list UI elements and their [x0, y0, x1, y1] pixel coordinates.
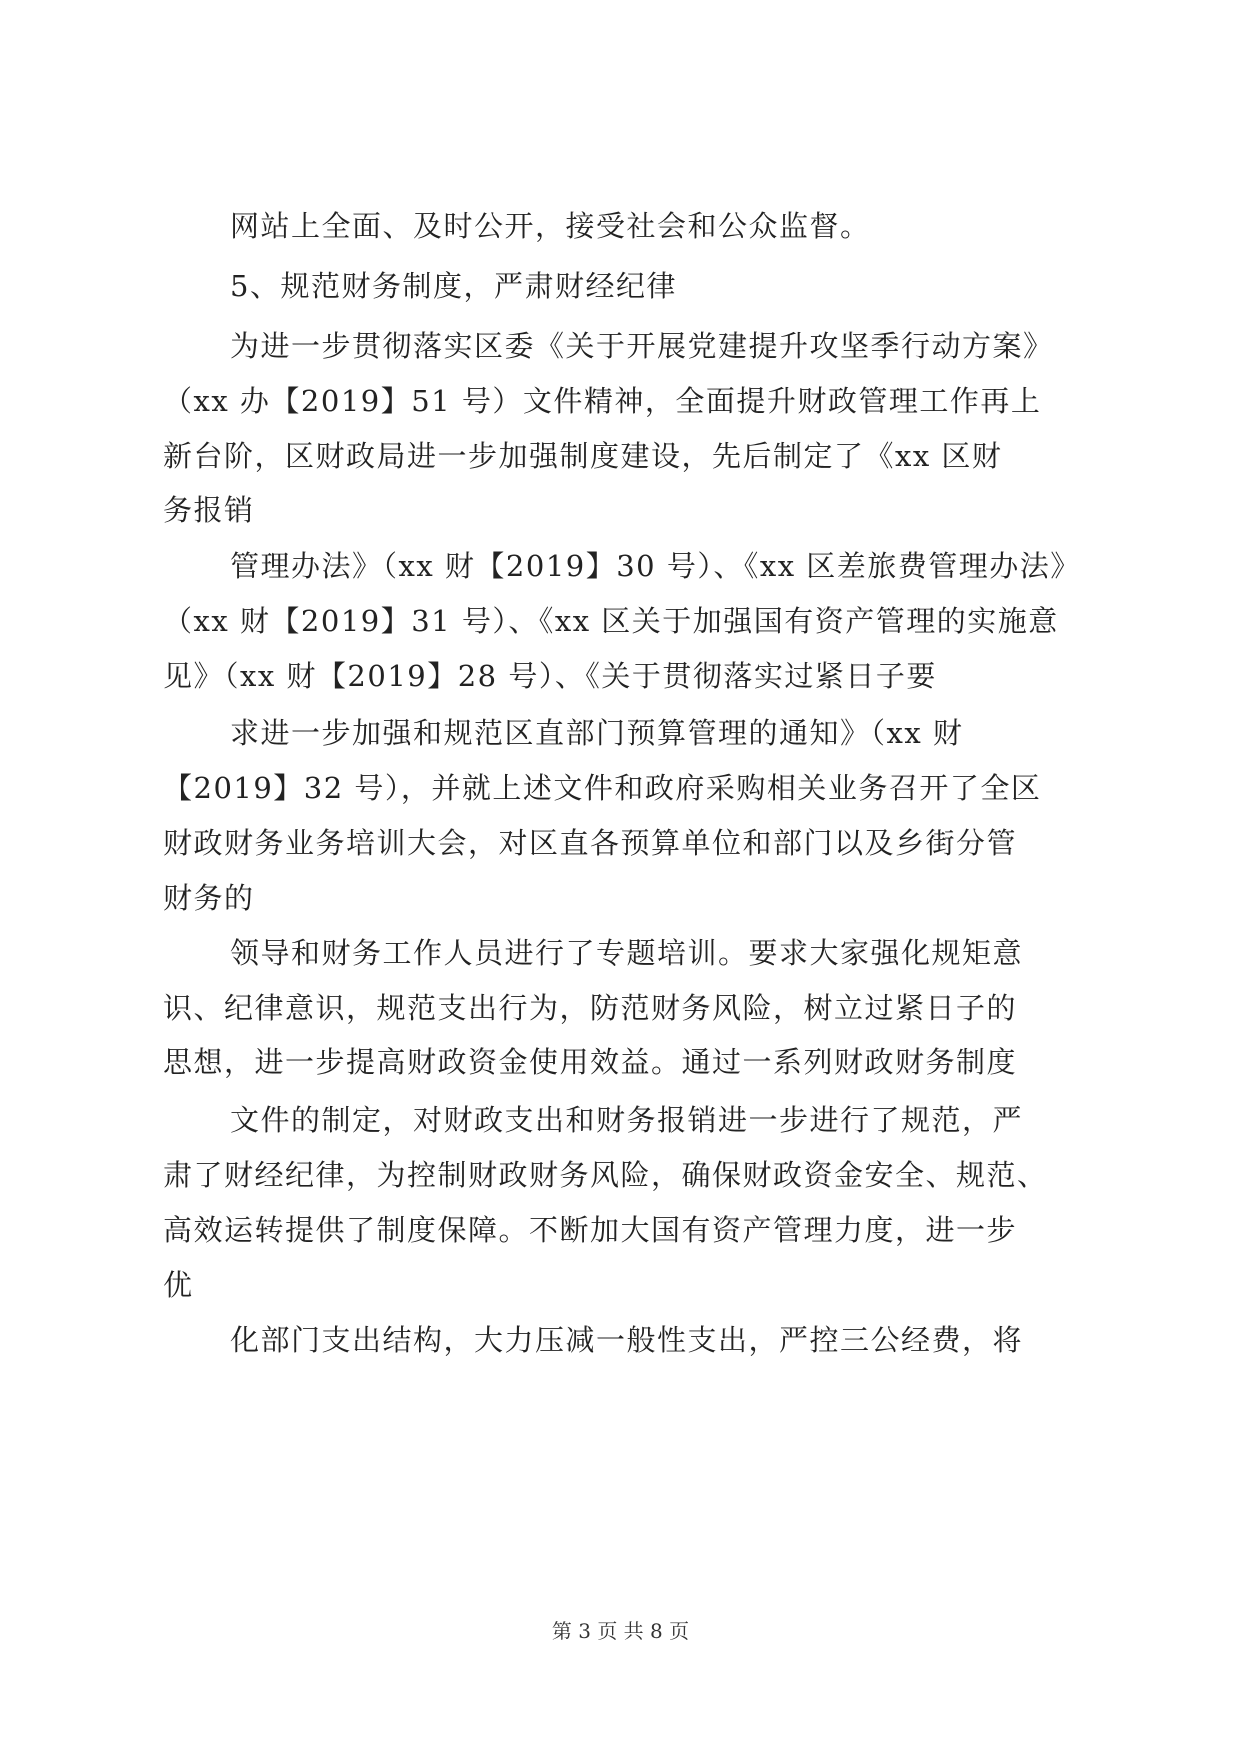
- text-line: （xx 财【2019】31 号）、《xx 区关于加强国有资产管理的实施意: [163, 604, 1059, 638]
- page-number-footer: 第 3 页 共 8 页: [551, 1619, 690, 1643]
- section-heading: 5、规范财务制度，严肃财经纪律: [230, 269, 677, 303]
- text-line: 求进一步加强和规范区直部门预算管理的通知》（xx 财: [230, 716, 964, 750]
- text-line: 文件的制定，对财政支出和财务报销进一步进行了规范，严: [230, 1103, 1024, 1137]
- text-line: 高效运转提供了制度保障。不断加大国有资产管理力度，进一步: [163, 1213, 1018, 1247]
- text-line: 领导和财务工作人员进行了专题培训。要求大家强化规矩意: [230, 936, 1024, 970]
- text-line: 肃了财经纪律，为控制财政财务风险，确保财政资金安全、规范、: [163, 1158, 1048, 1192]
- text-line: 为进一步贯彻落实区委《关于开展党建提升攻坚季行动方案》: [230, 329, 1054, 363]
- text-line: 财政财务业务培训大会，对区直各预算单位和部门以及乡街分管: [163, 826, 1018, 860]
- text-line: 化部门支出结构，大力压减一般性支出，严控三公经费，将: [230, 1323, 1024, 1357]
- text-line: 新台阶，区财政局进一步加强制度建设，先后制定了《xx 区财: [163, 439, 1003, 473]
- text-line: 财务的: [163, 881, 255, 915]
- text-line: 见》（xx 财【2019】28 号）、《关于贯彻落实过紧日子要: [163, 659, 937, 693]
- text-line: 网站上全面、及时公开，接受社会和公众监督。: [230, 209, 871, 243]
- text-line: 识、纪律意识，规范支出行为，防范财务风险，树立过紧日子的: [163, 991, 1018, 1025]
- text-line: 管理办法》（xx 财【2019】30 号）、《xx 区差旅费管理办法》: [230, 549, 1081, 583]
- text-line: 思想，进一步提高财政资金使用效益。通过一系列财政财务制度: [163, 1045, 1018, 1079]
- text-line: （xx 办【2019】51 号）文件精神，全面提升财政管理工作再上: [163, 384, 1042, 418]
- text-line: 【2019】32 号），并就上述文件和政府采购相关业务召开了全区: [163, 771, 1042, 805]
- text-line: 务报销: [163, 493, 255, 527]
- text-line: 优: [163, 1268, 194, 1302]
